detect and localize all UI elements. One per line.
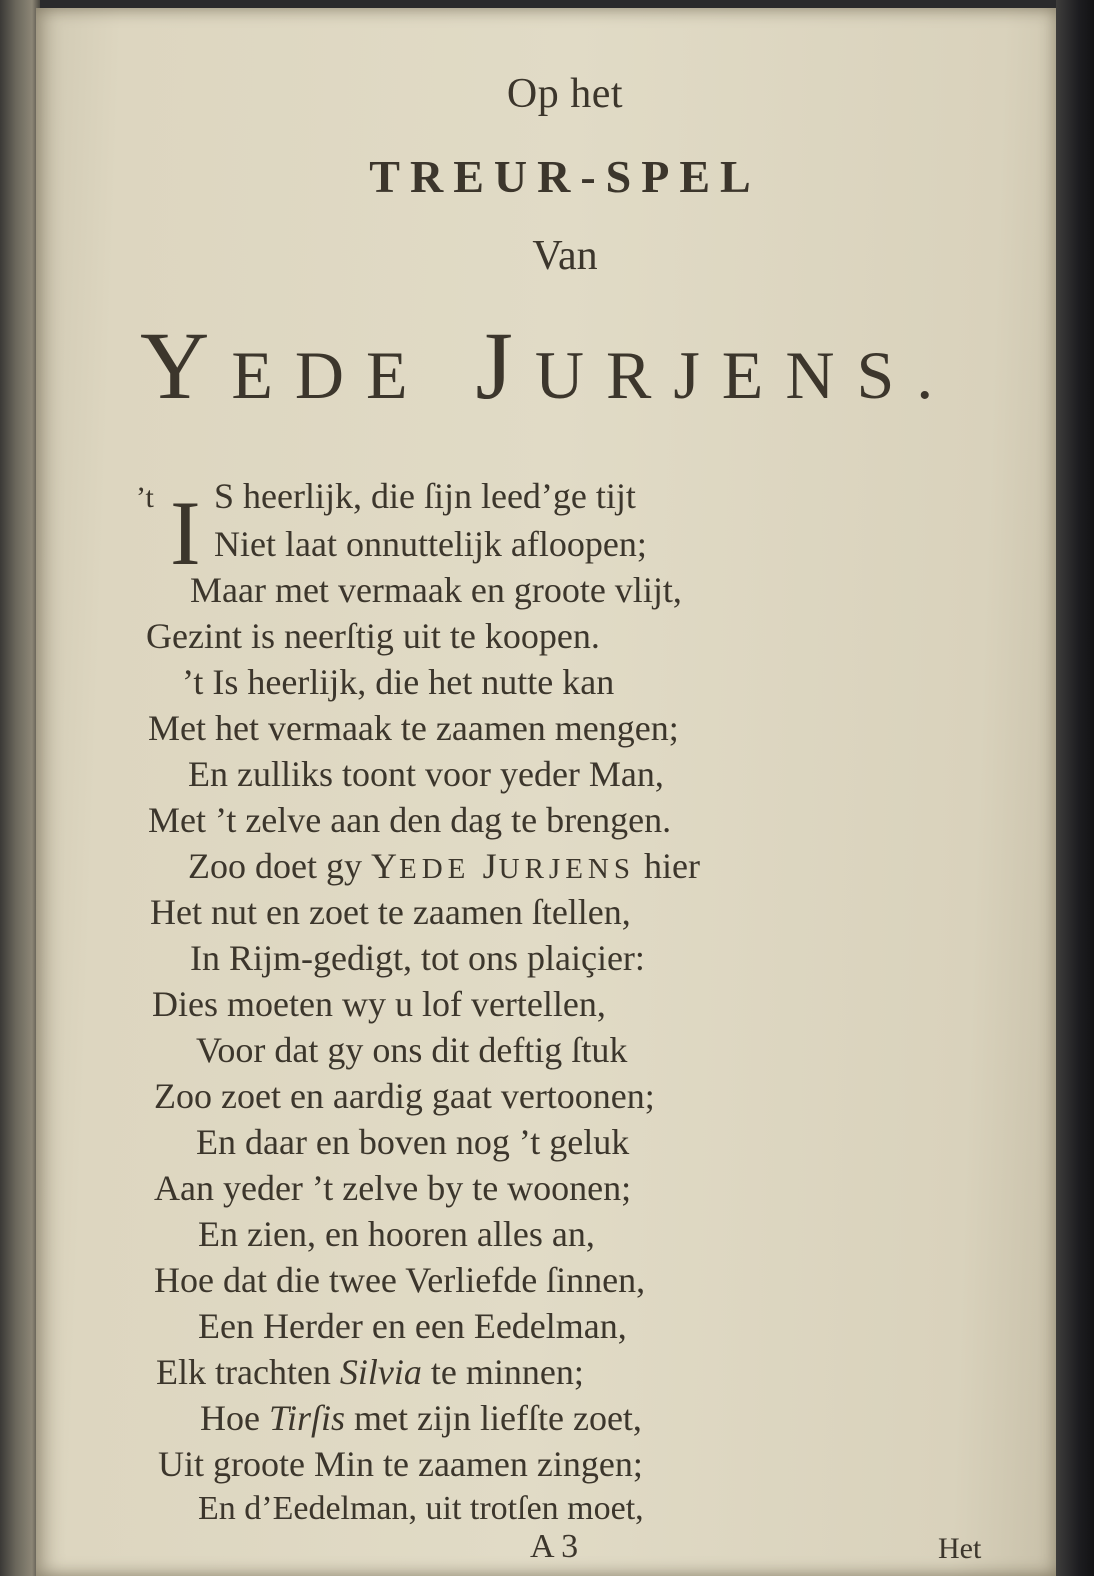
poem-line-20-pre: Elk trachten <box>156 1352 340 1392</box>
poem-line-3: Maar met vermaak en groote vlijt, <box>190 570 682 610</box>
heading-name-ede: EDE <box>231 337 430 413</box>
heading-name-urjens: URJENS. <box>534 337 956 413</box>
poem-line-21-post: met zijn liefſte zoet, <box>345 1398 642 1438</box>
poem-line-21 <box>200 1400 642 1436</box>
drop-cap: I <box>170 482 201 584</box>
poem-line-11: In Rijm-gedigt, tot ons plaiçier: <box>190 938 645 978</box>
poem-line-21-pre: Hoe <box>200 1398 269 1438</box>
heading-name-y: Y <box>140 312 232 419</box>
poem-line-9-pre: Zoo doet gy <box>188 846 371 886</box>
poem-line-5: ’t Is heerlijk, die het nutte kan <box>182 662 615 702</box>
poem-line-17: En zien, en hooren alles an, <box>198 1214 595 1254</box>
poem-line-9-y: Y <box>370 846 399 886</box>
poem-line-21-name: Tirſis <box>268 1398 346 1438</box>
poem-line-4: Gezint is neerſtig uit te koopen. <box>146 616 600 656</box>
poem-line-6: Met het vermaak te zaamen mengen; <box>148 708 679 748</box>
poem-line-8: Met ’t zelve aan den dag te brengen. <box>148 800 672 840</box>
poem-line-9-urjens: URJENS <box>498 853 635 885</box>
poem-line-1: S heerlijk, die ſijn leed’ge tijt <box>214 476 636 516</box>
poem-line-23: En d’Eedelman, uit trotſen moet, <box>198 1490 644 1527</box>
poem-line-7: En zulliks toont voor yeder Man, <box>188 754 664 794</box>
poem-line-18: Hoe dat die twee Verliefde ſinnen, <box>154 1260 646 1300</box>
heading-name-j: J <box>475 312 535 419</box>
poem-line-13: Voor dat gy ons dit deftig ſtuk <box>196 1030 628 1070</box>
poem-line-16: Aan yeder ’t zelve by te woonen; <box>154 1168 632 1208</box>
signature-mark: A 3 <box>530 1528 579 1565</box>
poem-line-22: Uit groote Min te zaamen zingen; <box>158 1444 643 1484</box>
poem-line-2: Niet laat onnuttelijk afloopen; <box>214 524 647 564</box>
poem-line-20 <box>156 1354 584 1390</box>
poem-line-10: Het nut en zoet te zaamen ſtellen, <box>150 892 631 932</box>
opening-apostrophe: ’t <box>136 481 154 514</box>
poem-line-9 <box>188 848 700 884</box>
poem-line-14: Zoo zoet en aardig gaat vertoonen; <box>154 1076 655 1116</box>
poem-line-9-post: hier <box>634 846 700 886</box>
poem-line-20-post: te minnen; <box>421 1352 584 1392</box>
poem-line-9-ede: EDE <box>398 853 483 885</box>
poem-line-19: Een Herder en een Eedelman, <box>198 1306 627 1346</box>
poem-line-9-j: J <box>482 846 499 886</box>
poem-line-20-name: Silvia <box>339 1352 422 1392</box>
poem-line-15: En daar en boven nog ’t geluk <box>196 1122 630 1162</box>
poem-line-12: Dies moeten wy u lof vertellen, <box>152 984 606 1024</box>
heading-treur-spel: TREUR-SPEL <box>369 151 761 202</box>
heading-op-het: Op het <box>506 71 624 117</box>
catchword: Het <box>938 1532 982 1565</box>
heading-van: Van <box>532 233 598 279</box>
